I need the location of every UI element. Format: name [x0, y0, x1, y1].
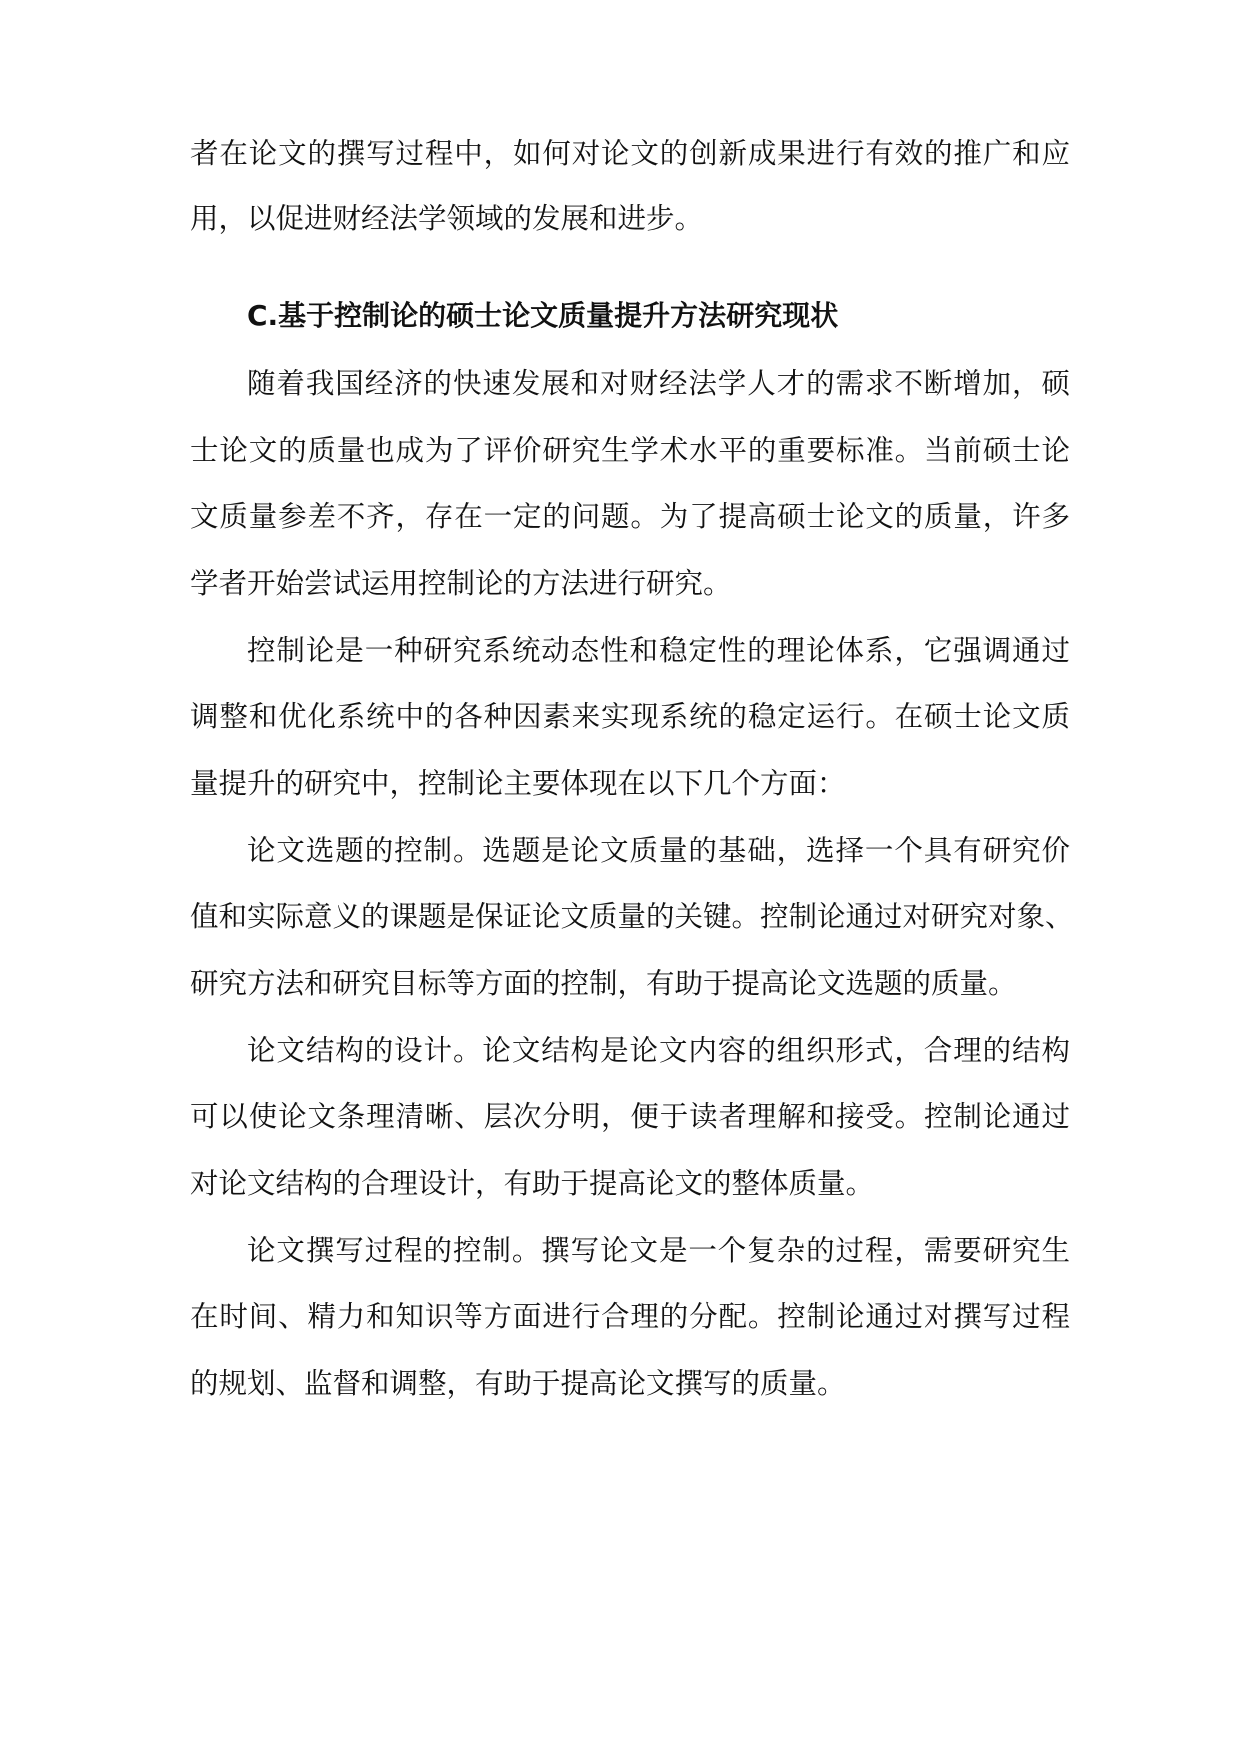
paragraph-line: 论文结构的设计。论文结构是论文内容的组织形式，合理的结构	[247, 1034, 1070, 1067]
paragraph-line: 对论文结构的合理设计，有助于提高论文的整体质量。	[190, 1167, 875, 1200]
paragraph-line: 学者开始尝试运用控制论的方法进行研究。	[190, 567, 732, 600]
paragraph-line: 文质量参差不齐，存在一定的问题。为了提高硕士论文的质量，许多	[190, 500, 1070, 533]
paragraph-line: 控制论是一种研究系统动态性和稳定性的理论体系，它强调通过	[247, 634, 1070, 667]
paragraph-line: 用，以促进财经法学领域的发展和进步。	[190, 202, 704, 235]
paragraph-line: 调整和优化系统中的各种因素来实现系统的稳定运行。在硕士论文质	[190, 700, 1070, 733]
paragraph-line: 随着我国经济的快速发展和对财经法学人才的需求不断增加，硕	[247, 367, 1070, 400]
paragraph-line: 研究方法和研究目标等方面的控制，有助于提高论文选题的质量。	[190, 967, 1017, 1000]
paragraph-line: 者在论文的撰写过程中，如何对论文的创新成果进行有效的推广和应	[190, 137, 1070, 170]
paragraph-line: 论文撰写过程的控制。撰写论文是一个复杂的过程，需要研究生	[247, 1234, 1070, 1267]
paragraph-line: 的规划、监督和调整，有助于提高论文撰写的质量。	[190, 1367, 846, 1400]
paragraph-line: 量提升的研究中，控制论主要体现在以下几个方面：	[190, 767, 846, 800]
paragraph-line: 在时间、精力和知识等方面进行合理的分配。控制论通过对撰写过程	[190, 1300, 1070, 1333]
paragraph-line: 可以使论文条理清晰、层次分明，便于读者理解和接受。控制论通过	[190, 1100, 1070, 1133]
paragraph-line: 论文选题的控制。选题是论文质量的基础，选择一个具有研究价	[247, 834, 1070, 867]
paragraph-line: 士论文的质量也成为了评价研究生学术水平的重要标准。当前硕士论	[190, 434, 1070, 467]
paragraph-line: 值和实际意义的课题是保证论文质量的关键。控制论通过对研究对象、	[190, 900, 1074, 933]
section-heading: C.基于控制论的硕士论文质量提升方法研究现状	[247, 299, 839, 332]
